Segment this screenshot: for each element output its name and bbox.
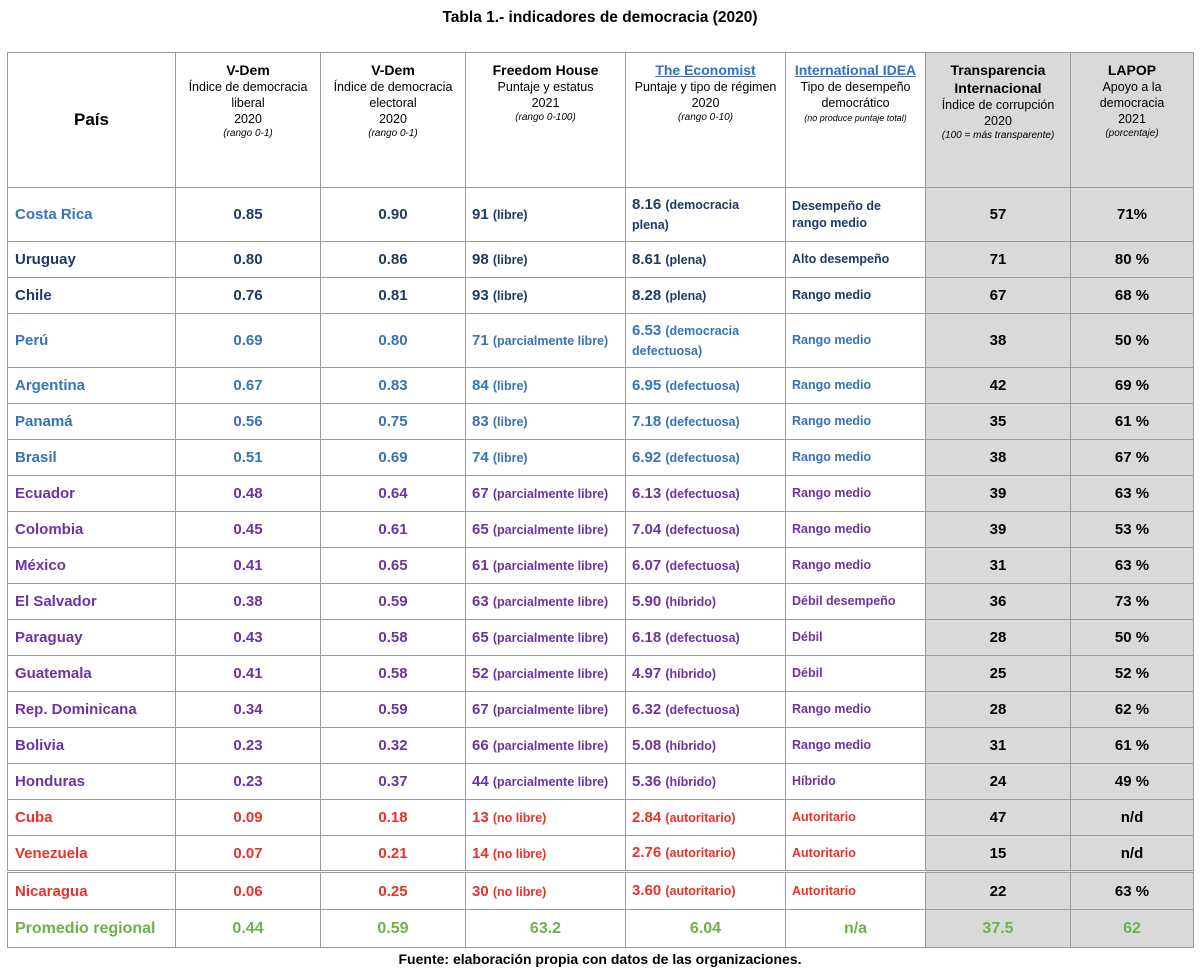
eco-type: (autoritario)	[665, 846, 736, 860]
eco-score: 5.90	[632, 592, 662, 610]
average-lapop: 62	[1071, 910, 1194, 948]
transparencia-value: 15	[926, 836, 1071, 872]
fh-score: 63	[472, 593, 489, 610]
transparencia-value: 28	[926, 620, 1071, 656]
eco-type: (híbrido)	[665, 666, 717, 681]
international-idea-link[interactable]: International IDEA	[794, 62, 917, 78]
table-row	[8, 440, 1194, 476]
lapop-value: 53 %	[1071, 512, 1194, 548]
table-row	[8, 476, 1194, 512]
vdem-electoral-value: 0.90	[321, 188, 466, 242]
vdem-electoral-value: 0.80	[321, 314, 466, 368]
eco-type: (híbrido)	[665, 774, 717, 789]
eco-type: (híbrido)	[665, 594, 717, 609]
democracy-table	[7, 52, 1194, 948]
table-row	[8, 800, 1194, 836]
economist-value	[626, 548, 786, 584]
vdem-liberal-value: 0.23	[176, 764, 321, 800]
lapop-value: n/d	[1071, 836, 1194, 872]
fh-status: (no libre)	[492, 884, 547, 899]
transparencia-value: 22	[926, 872, 1071, 910]
table-row	[8, 836, 1194, 872]
country-name: Ecuador	[8, 476, 176, 512]
table-row	[8, 278, 1194, 314]
header-vdem-liberal: V-Dem Índice de democracia liberal 2020 (rango 0-1)	[176, 53, 321, 188]
freedom-house-value	[466, 188, 626, 242]
country-name: Costa Rica	[8, 188, 176, 242]
idea-value: Autoritario	[786, 836, 926, 872]
vdem-electoral-value: 0.58	[321, 656, 466, 692]
lapop-value: 49 %	[1071, 764, 1194, 800]
table-title: Tabla 1.- indicadores de democracia (2020)	[442, 9, 758, 26]
freedom-house-value	[466, 728, 626, 764]
lapop-value: 63 %	[1071, 476, 1194, 512]
country-name: Rep. Dominicana	[8, 692, 176, 728]
transparencia-value: 31	[926, 548, 1071, 584]
lapop-value: 61 %	[1071, 404, 1194, 440]
table-row	[8, 620, 1194, 656]
country-name: Perú	[8, 314, 176, 368]
economist-value	[626, 476, 786, 512]
transparencia-value: 24	[926, 764, 1071, 800]
idea-value: Rango medio	[786, 368, 926, 404]
fh-score: 14	[472, 844, 489, 862]
the-economist-link[interactable]: The Economist	[655, 62, 756, 78]
economist-value	[626, 584, 786, 620]
eco-score: 4.97	[632, 664, 662, 682]
lapop-value: 67 %	[1071, 440, 1194, 476]
eco-type: (plena)	[665, 288, 707, 303]
transparencia-value: 47	[926, 800, 1071, 836]
vdem-electoral-value: 0.75	[321, 404, 466, 440]
header-pais: País	[8, 53, 176, 188]
transparencia-value: 39	[926, 476, 1071, 512]
eco-type: (defectuosa)	[665, 702, 740, 717]
country-name: Brasil	[8, 440, 176, 476]
freedom-house-value	[466, 476, 626, 512]
vdem-liberal-value: 0.38	[176, 584, 321, 620]
vdem-electoral-value: 0.61	[321, 512, 466, 548]
header-the-economist: The Economist Puntaje y tipo de régimen 2020 (rango 0-10)	[626, 53, 786, 188]
idea-value: Débil	[786, 656, 926, 692]
fh-score: 67	[472, 701, 489, 718]
country-name: Venezuela	[8, 836, 176, 872]
fh-score: 65	[472, 629, 489, 646]
fh-score: 93	[472, 287, 489, 304]
eco-score: 2.84	[632, 808, 662, 826]
source-note: Fuente: elaboración propia con datos de las organizaciones.	[398, 951, 802, 967]
transparencia-value: 57	[926, 188, 1071, 242]
economist-value	[626, 512, 786, 548]
country-name: Panamá	[8, 404, 176, 440]
fh-status: (no libre)	[492, 846, 547, 861]
eco-type: (defectuosa)	[665, 522, 740, 537]
fh-status: (parcialmente libre)	[492, 334, 609, 348]
table-row	[8, 584, 1194, 620]
economist-value	[626, 656, 786, 692]
eco-score: 6.95	[632, 376, 662, 394]
country-name: Uruguay	[8, 242, 176, 278]
transparencia-value: 36	[926, 584, 1071, 620]
transparencia-value: 39	[926, 512, 1071, 548]
vdem-liberal-value: 0.85	[176, 188, 321, 242]
transparencia-value: 38	[926, 314, 1071, 368]
freedom-house-value	[466, 656, 626, 692]
header-row	[8, 53, 1194, 188]
country-name: Chile	[8, 278, 176, 314]
fh-status: (libre)	[492, 415, 528, 429]
lapop-value: n/d	[1071, 800, 1194, 836]
table-row	[8, 872, 1194, 910]
table-row	[8, 548, 1194, 584]
fh-status: (parcialmente libre)	[492, 559, 609, 573]
fh-status: (libre)	[492, 208, 528, 222]
idea-value: Rango medio	[786, 440, 926, 476]
header-international-idea: International IDEA Tipo de desempeño democrático (no produce puntaje total)	[786, 53, 926, 188]
table-row	[8, 242, 1194, 278]
fh-status: (parcialmente libre)	[492, 631, 609, 645]
vdem-electoral-value: 0.59	[321, 584, 466, 620]
freedom-house-value	[466, 692, 626, 728]
economist-value	[626, 764, 786, 800]
eco-type: (defectuosa)	[665, 558, 740, 573]
eco-score: 6.07	[632, 556, 662, 574]
eco-score: 6.53	[632, 321, 662, 339]
eco-score: 6.18	[632, 628, 662, 646]
fh-score: 91	[472, 206, 489, 223]
freedom-house-value	[466, 314, 626, 368]
fh-score: 52	[472, 665, 489, 682]
idea-value: Rango medio	[786, 476, 926, 512]
fh-score: 61	[472, 557, 489, 574]
table-row	[8, 728, 1194, 764]
transparencia-value: 42	[926, 368, 1071, 404]
economist-value	[626, 728, 786, 764]
header-freedom-house: Freedom House Puntaje y estatus 2021 (rango 0-100)	[466, 53, 626, 188]
eco-score: 8.16	[632, 195, 662, 213]
vdem-liberal-value: 0.48	[176, 476, 321, 512]
fh-score: 83	[472, 413, 489, 430]
average-idea: n/a	[786, 910, 926, 948]
idea-value: Rango medio	[786, 314, 926, 368]
country-name: Honduras	[8, 764, 176, 800]
eco-type: (defectuosa)	[665, 378, 740, 393]
freedom-house-value	[466, 404, 626, 440]
fh-status: (libre)	[492, 379, 528, 393]
vdem-electoral-value: 0.32	[321, 728, 466, 764]
table-row	[8, 368, 1194, 404]
eco-score: 8.28	[632, 286, 662, 304]
eco-score: 3.60	[632, 882, 662, 899]
economist-value	[626, 242, 786, 278]
fh-score: 67	[472, 485, 489, 502]
vdem-liberal-value: 0.76	[176, 278, 321, 314]
country-name: El Salvador	[8, 584, 176, 620]
idea-value: Alto desempeño	[786, 242, 926, 278]
economist-value	[626, 800, 786, 836]
eco-type: (defectuosa)	[665, 486, 740, 501]
eco-type: (autoritario)	[665, 884, 736, 898]
table-row	[8, 692, 1194, 728]
vdem-liberal-value: 0.56	[176, 404, 321, 440]
fh-status: (parcialmente libre)	[492, 739, 609, 753]
country-name: Paraguay	[8, 620, 176, 656]
lapop-value: 62 %	[1071, 692, 1194, 728]
transparencia-value: 31	[926, 728, 1071, 764]
header-vdem-electoral: V-Dem Índice de democracia electoral 2020 (rango 0-1)	[321, 53, 466, 188]
vdem-liberal-value: 0.67	[176, 368, 321, 404]
transparencia-value: 28	[926, 692, 1071, 728]
table-row	[8, 656, 1194, 692]
transparencia-value: 71	[926, 242, 1071, 278]
transparencia-value: 35	[926, 404, 1071, 440]
lapop-value: 52 %	[1071, 656, 1194, 692]
freedom-house-value	[466, 836, 626, 872]
freedom-house-value	[466, 584, 626, 620]
vdem-electoral-value: 0.37	[321, 764, 466, 800]
eco-score: 6.13	[632, 484, 662, 502]
lapop-value: 63 %	[1071, 548, 1194, 584]
lapop-value: 63 %	[1071, 872, 1194, 910]
country-name: Bolivia	[8, 728, 176, 764]
economist-value	[626, 278, 786, 314]
lapop-value: 69 %	[1071, 368, 1194, 404]
transparencia-value: 67	[926, 278, 1071, 314]
vdem-electoral-value: 0.18	[321, 800, 466, 836]
country-name: Nicaragua	[8, 872, 176, 910]
average-row	[8, 910, 1194, 948]
vdem-liberal-value: 0.69	[176, 314, 321, 368]
lapop-value: 61 %	[1071, 728, 1194, 764]
vdem-liberal-value: 0.07	[176, 836, 321, 872]
lapop-value: 50 %	[1071, 620, 1194, 656]
header-lapop: LAPOP Apoyo a la democracia 2021 (porcentaje)	[1071, 53, 1194, 188]
table-row	[8, 188, 1194, 242]
eco-score: 2.76	[632, 844, 662, 861]
header-transparencia: Transparencia Internacional Índice de corrupción 2020 (100 = más transparente)	[926, 53, 1071, 188]
fh-score: 71	[472, 332, 489, 349]
vdem-liberal-value: 0.41	[176, 548, 321, 584]
vdem-electoral-value: 0.86	[321, 242, 466, 278]
idea-value: Rango medio	[786, 512, 926, 548]
eco-score: 7.18	[632, 412, 662, 430]
freedom-house-value	[466, 548, 626, 584]
freedom-house-value	[466, 764, 626, 800]
eco-score: 5.36	[632, 772, 662, 790]
transparencia-value: 25	[926, 656, 1071, 692]
eco-type: (defectuosa)	[665, 414, 740, 429]
fh-status: (libre)	[492, 289, 528, 303]
eco-type: (híbrido)	[665, 738, 717, 753]
freedom-house-value	[466, 800, 626, 836]
table-row	[8, 314, 1194, 368]
vdem-liberal-value: 0.43	[176, 620, 321, 656]
vdem-liberal-value: 0.45	[176, 512, 321, 548]
economist-value	[626, 314, 786, 368]
fh-score: 66	[472, 737, 489, 754]
vdem-electoral-value: 0.65	[321, 548, 466, 584]
idea-value: Rango medio	[786, 692, 926, 728]
lapop-value: 71%	[1071, 188, 1194, 242]
fh-score: 44	[472, 773, 489, 790]
eco-type: (democracia defectuosa)	[632, 323, 740, 358]
vdem-electoral-value: 0.25	[321, 872, 466, 910]
vdem-electoral-value: 0.21	[321, 836, 466, 872]
vdem-electoral-value: 0.59	[321, 692, 466, 728]
average-freedom-house: 63.2	[466, 910, 626, 948]
economist-value	[626, 368, 786, 404]
vdem-electoral-value: 0.83	[321, 368, 466, 404]
economist-value	[626, 404, 786, 440]
eco-score: 5.08	[632, 736, 662, 754]
lapop-value: 50 %	[1071, 314, 1194, 368]
eco-score: 7.04	[632, 520, 662, 538]
lapop-value: 68 %	[1071, 278, 1194, 314]
eco-type: (autoritario)	[665, 810, 736, 825]
economist-value	[626, 620, 786, 656]
fh-status: (parcialmente libre)	[492, 523, 609, 537]
fh-status: (no libre)	[492, 811, 547, 825]
vdem-electoral-value: 0.64	[321, 476, 466, 512]
vdem-liberal-value: 0.34	[176, 692, 321, 728]
fh-status: (parcialmente libre)	[492, 703, 609, 717]
economist-value	[626, 692, 786, 728]
idea-value: Débil	[786, 620, 926, 656]
table-row	[8, 404, 1194, 440]
vdem-liberal-value: 0.06	[176, 872, 321, 910]
country-name: Colombia	[8, 512, 176, 548]
idea-value: Autoritario	[786, 872, 926, 910]
freedom-house-value	[466, 620, 626, 656]
fh-score: 13	[472, 809, 489, 826]
fh-score: 65	[472, 521, 489, 538]
freedom-house-value	[466, 242, 626, 278]
eco-type: (democracia plena)	[632, 197, 740, 232]
eco-type: (defectuosa)	[665, 630, 740, 645]
fh-score: 98	[472, 251, 489, 268]
country-name: México	[8, 548, 176, 584]
idea-value: Rango medio	[786, 278, 926, 314]
average-transparencia: 37.5	[926, 910, 1071, 948]
country-name: Guatemala	[8, 656, 176, 692]
vdem-liberal-value: 0.80	[176, 242, 321, 278]
economist-value	[626, 440, 786, 476]
vdem-liberal-value: 0.51	[176, 440, 321, 476]
eco-score: 6.32	[632, 700, 662, 718]
eco-type: (defectuosa)	[665, 450, 740, 465]
idea-value: Autoritario	[786, 800, 926, 836]
average-vdem-electoral: 0.59	[321, 910, 466, 948]
freedom-house-value	[466, 278, 626, 314]
freedom-house-value	[466, 512, 626, 548]
fh-score: 84	[472, 377, 489, 394]
eco-score: 8.61	[632, 250, 662, 268]
vdem-liberal-value: 0.23	[176, 728, 321, 764]
table-row	[8, 512, 1194, 548]
vdem-electoral-value: 0.69	[321, 440, 466, 476]
fh-status: (libre)	[492, 253, 528, 267]
average-label: Promedio regional	[8, 910, 176, 948]
idea-value: Rango medio	[786, 728, 926, 764]
fh-status: (parcialmente libre)	[492, 775, 609, 789]
vdem-electoral-value: 0.58	[321, 620, 466, 656]
fh-status: (parcialmente libre)	[492, 487, 609, 501]
freedom-house-value	[466, 440, 626, 476]
idea-value: Rango medio	[786, 404, 926, 440]
fh-status: (parcialmente libre)	[492, 667, 609, 681]
eco-score: 6.92	[632, 448, 662, 466]
vdem-electoral-value: 0.81	[321, 278, 466, 314]
lapop-value: 73 %	[1071, 584, 1194, 620]
idea-value: Rango medio	[786, 548, 926, 584]
idea-value: Desempeño de rango medio	[786, 188, 926, 242]
lapop-value: 80 %	[1071, 242, 1194, 278]
vdem-liberal-value: 0.41	[176, 656, 321, 692]
eco-type: (plena)	[665, 252, 707, 267]
economist-value	[626, 872, 786, 910]
average-economist: 6.04	[626, 910, 786, 948]
freedom-house-value	[466, 872, 626, 910]
idea-value: Débil desempeño	[786, 584, 926, 620]
vdem-liberal-value: 0.09	[176, 800, 321, 836]
fh-score: 74	[472, 449, 489, 466]
idea-value: Híbrido	[786, 764, 926, 800]
country-name: Cuba	[8, 800, 176, 836]
country-name: Argentina	[8, 368, 176, 404]
freedom-house-value	[466, 368, 626, 404]
average-vdem-liberal: 0.44	[176, 910, 321, 948]
fh-status: (parcialmente libre)	[492, 595, 609, 609]
economist-value	[626, 836, 786, 872]
transparencia-value: 38	[926, 440, 1071, 476]
economist-value	[626, 188, 786, 242]
fh-score: 30	[472, 882, 489, 900]
fh-status: (libre)	[492, 451, 528, 465]
table-row	[8, 764, 1194, 800]
